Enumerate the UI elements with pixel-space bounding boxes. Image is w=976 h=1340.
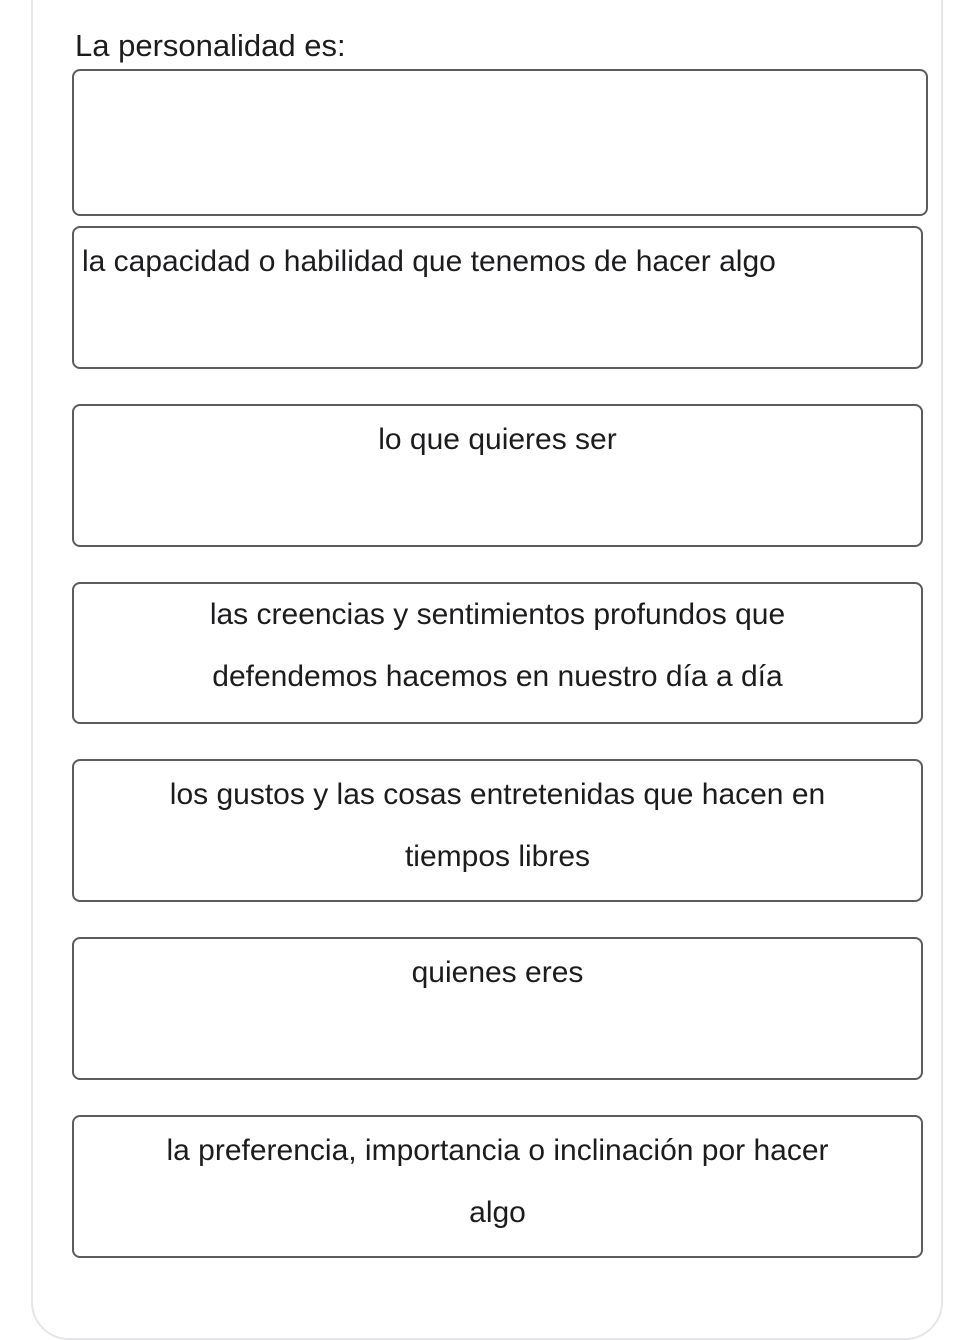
option-text-line: defendemos hacemos en nuestro día a día — [212, 660, 783, 693]
answer-option-2[interactable] — [72, 404, 923, 547]
option-text-line: tiempos libres — [404, 840, 591, 873]
question-title: La personalidad es: — [75, 28, 346, 63]
option-text-line: quienes eres — [411, 956, 584, 989]
answer-option-6[interactable] — [72, 1115, 923, 1258]
option-text-line: algo — [469, 1196, 526, 1229]
answer-drop-zone[interactable] — [72, 69, 928, 216]
answer-option-3[interactable] — [72, 582, 923, 724]
option-text-line: la preferencia, importancia o inclinación por hacer — [166, 1134, 829, 1167]
option-text-line: las creencias y sentimientos profundos que — [209, 598, 786, 631]
option-text-line: la capacidad o habilidad que tenemos de hacer algo — [82, 245, 776, 278]
answer-option-1[interactable] — [72, 226, 923, 369]
answer-option-5[interactable] — [72, 937, 923, 1080]
answer-option-4[interactable] — [72, 759, 923, 902]
option-text-line: lo que quieres ser — [378, 423, 617, 456]
option-text-line: los gustos y las cosas entretenidas que hacen en — [169, 778, 826, 811]
